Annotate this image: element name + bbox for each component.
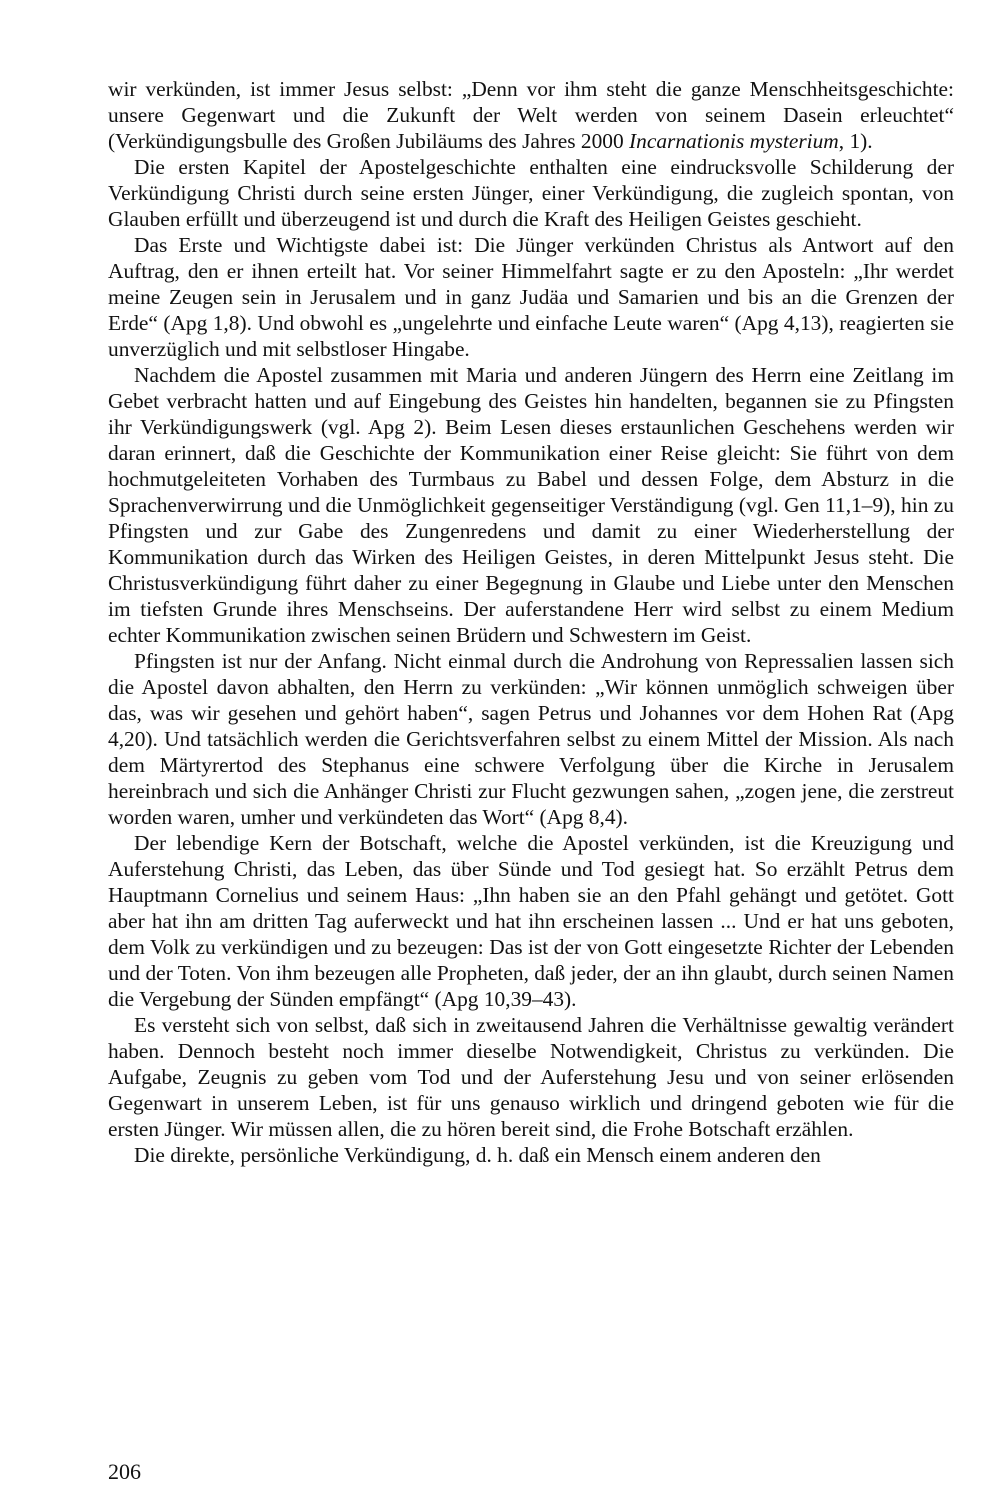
paragraph-4: Nachdem die Apostel zusammen mit Maria und anderen Jüngern des Herrn eine Zeitlang im Gebet verbracht hatten und auf Eingebung des Geistes hin handelten, begannen sie zu Pfingsten ihr Verkündigungswerk (vgl. Apg 2). Beim Lesen dieses erstaunlichen Geschehens werden wir daran erinnert, daß die Geschichte der Kommunikation einer Reise gleicht: Sie führt von dem hochmutgeleiteten Vorhaben des Turmbaus zu Babel und dessen Folge, dem Absturz in die Sprachenverwirrung und die Unmöglichkeit gegenseitiger Verständigung (vgl. Gen 11,1–9), hin zu Pfingsten und zur Gabe des Zungenredens und damit zu einer Wiederherstellung der Kommunikation durch das Wirken des Heiligen Geistes, in deren Mittelpunkt Jesus steht. Die Christusverkündigung führt daher zu einer Begegnung in Glaube und Liebe unter den Menschen im tiefsten Grunde ihres Menschseins. Der auferstandene Herr wird selbst zu einem Medium echter Kommunikation zwischen seinen Brüdern und Schwestern im Geist. <box>108 363 954 647</box>
paragraph-1-italic-title: Incarnationis mysterium <box>629 129 839 153</box>
paragraph-2: Die ersten Kapitel der Apostelgeschichte enthalten eine eindrucksvolle Schilderung der Verkündigung Christi durch seine ersten Jünger, einer Verkündigung, die zugleich spontan, von Glauben erfüllt und überzeugend ist und durch die Kraft des Heiligen Geistes geschieht. <box>108 155 954 231</box>
paragraph-1-text: wir verkünden, ist immer Jesus selbst: „Denn vor ihm steht die ganze Menschheitsgeschichte: unsere Gegenwart und die Zukunft der Welt werden von seinem Dasein erleuchtet“ (Verkündigungsbulle des Großen Jubiläums des Jahres 2000 <box>108 77 954 153</box>
paragraph-1-tail: , 1). <box>838 129 873 153</box>
paragraph-5: Pfingsten ist nur der Anfang. Nicht einmal durch die Androhung von Repressalien lassen sich die Apostel davon abhalten, den Herrn zu verkünden: „Wir können unmöglich schweigen über das, was wir gesehen und gehört haben“, sagen Petrus und Johannes vor dem Hohen Rat (Apg 4,20). Und tatsächlich werden die Gerichtsverfahren selbst zu einem Mittel der Mission. Als nach dem Märtyrertod des Stephanus eine schwere Verfolgung über die Kirche in Jerusalem hereinbrach und sich die Anhänger Christi zur Flucht gezwungen sahen, „zogen jene, die zerstreut worden waren, umher und verkündeten das Wort“ (Apg 8,4). <box>108 649 954 829</box>
paragraph-8: Die direkte, persönliche Verkündigung, d. h. daß ein Mensch einem anderen den <box>134 1143 821 1167</box>
page-number: 206 <box>108 1459 141 1484</box>
paragraph-1 <box>108 76 954 154</box>
paragraph-6: Der lebendige Kern der Botschaft, welche die Apostel verkünden, ist die Kreuzigung und Auferstehung Christi, das Leben, das über Sünde und Tod gesiegt hat. So erzählt Petrus dem Hauptmann Cornelius und seinem Haus: „Ihn haben sie an den Pfahl gehängt und getötet. Gott aber hat ihn am dritten Tag auferweckt und hat ihn erscheinen lassen ... Und er hat uns geboten, dem Volk zu verkündigen und zu bezeugen: Das ist der von Gott eingesetzte Richter der Lebenden und der Toten. Von ihm bezeugen alle Propheten, daß jeder, der an ihn glaubt, durch seinen Namen die Vergebung der Sünden empfängt“ (Apg 10,39–43). <box>108 831 954 1011</box>
paragraph-3: Das Erste und Wichtigste dabei ist: Die Jünger verkünden Christus als Antwort auf den Auftrag, den er ihnen erteilt hat. Vor seiner Himmelfahrt sagte er zu den Aposteln: „Ihr werdet meine Zeugen sein in Jerusalem und in ganz Judäa und Samarien und bis an die Grenzen der Erde“ (Apg 1,8). Und obwohl es „ungelehrte und einfache Leute waren“ (Apg 4,13), reagierten sie unverzüglich und mit selbstloser Hingabe. <box>108 233 954 361</box>
paragraph-7: Es versteht sich von selbst, daß sich in zweitausend Jahren die Verhältnisse gewaltig verändert haben. Dennoch besteht noch immer dieselbe Notwendigkeit, Christus zu verkünden. Die Aufgabe, Zeugnis zu geben vom Tod und der Auferstehung Jesu und von seiner erlösenden Gegenwart in unserem Leben, ist für uns genauso wirklich und dringend geboten wie für die ersten Jünger. Wir müssen allen, die zu hören bereit sind, die Frohe Botschaft erzählen. <box>108 1013 954 1141</box>
body-text <box>108 76 954 1168</box>
